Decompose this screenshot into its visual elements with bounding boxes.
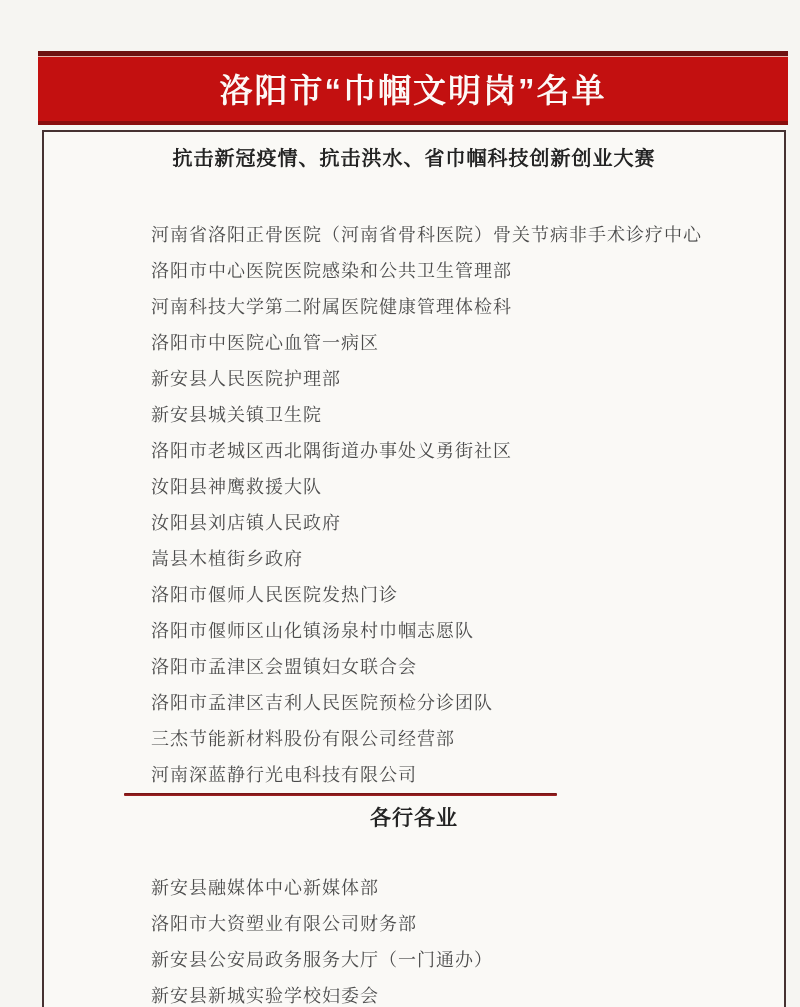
document-title: 洛阳市“巾帼文明岗”名单 (219, 72, 607, 109)
list-item: 新安县公安局政务服务大厅（一门通办） (151, 950, 493, 970)
list-item: 洛阳市偃师区山化镇汤泉村巾帼志愿队 (151, 621, 474, 641)
section-2-list (151, 870, 784, 1007)
list-item: 新安县人民医院护理部 (151, 369, 341, 389)
list-item: 洛阳市大资塑业有限公司财务部 (151, 914, 417, 934)
section-2-heading: 各行各业 (370, 807, 458, 830)
list-item: 新安县新城实验学校妇委会 (151, 986, 379, 1006)
list-item: 汝阳县神鹰救援大队 (151, 477, 322, 497)
list-item: 嵩县木植街乡政府 (151, 549, 303, 569)
list-item: 洛阳市孟津区会盟镇妇女联合会 (151, 657, 417, 677)
section-divider-line (124, 793, 557, 796)
title-banner (38, 51, 788, 125)
list-item: 河南科技大学第二附属医院健康管理体检科 (151, 297, 512, 317)
list-item: 三杰节能新材料股份有限公司经营部 (151, 729, 455, 749)
list-item: 洛阳市中心医院医院感染和公共卫生管理部 (151, 261, 512, 281)
section-1-list (151, 217, 784, 793)
list-item: 新安县融媒体中心新媒体部 (151, 878, 379, 898)
list-item: 汝阳县刘店镇人民政府 (151, 513, 341, 533)
list-item: 河南深蓝静行光电科技有限公司 (151, 765, 417, 785)
list-item: 河南省洛阳正骨医院（河南省骨科医院）骨关节病非手术诊疗中心 (151, 225, 702, 245)
section-1-heading: 抗击新冠疫情、抗击洪水、省巾帼科技创新创业大赛 (172, 148, 656, 170)
list-item: 洛阳市中医院心血管一病区 (151, 333, 379, 353)
list-item: 新安县城关镇卫生院 (151, 405, 322, 425)
list-item: 洛阳市孟津区吉利人民医院预检分诊团队 (151, 693, 493, 713)
content-box (42, 130, 786, 1007)
list-item: 洛阳市偃师人民医院发热门诊 (151, 585, 398, 605)
list-item: 洛阳市老城区西北隅街道办事处义勇街社区 (151, 441, 512, 461)
